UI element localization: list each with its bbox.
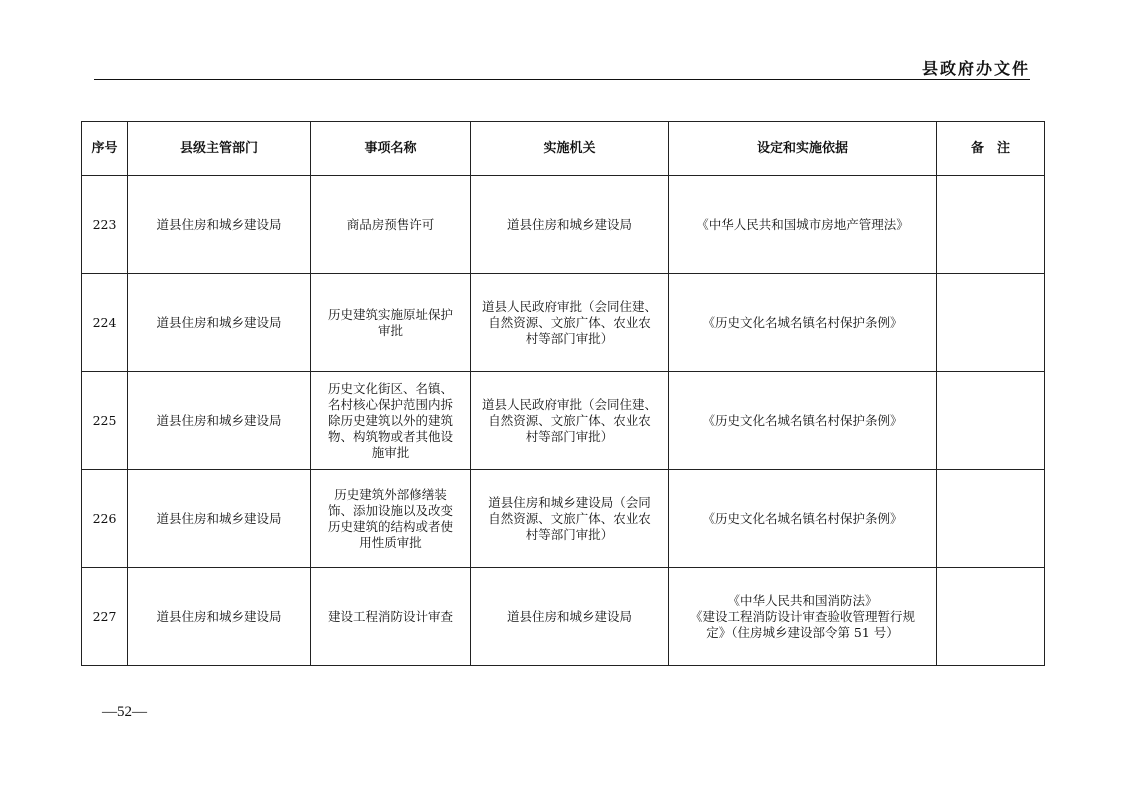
row-department: 道县住房和城乡建设局 — [128, 274, 311, 372]
row-basis: 《历史文化名城名镇名村保护条例》 — [669, 274, 937, 372]
row-agency: 道县住房和城乡建设局（会同 自然资源、文旅广体、农业农 村等部门审批） — [471, 470, 669, 568]
column-header-department: 县级主管部门 — [128, 122, 311, 176]
column-header-no: 序号 — [82, 122, 128, 176]
row-department: 道县住房和城乡建设局 — [128, 470, 311, 568]
page-number: —52— — [102, 704, 147, 720]
header-divider — [94, 79, 1030, 80]
row-number: 224 — [82, 274, 128, 372]
table-header-row — [82, 122, 1045, 176]
table-row — [82, 470, 1045, 568]
row-note — [937, 470, 1045, 568]
row-item-name: 历史建筑外部修缮装 饰、添加设施以及改变 历史建筑的结构或者使 用性质审批 — [311, 470, 471, 568]
row-department: 道县住房和城乡建设局 — [128, 176, 311, 274]
row-number: 226 — [82, 470, 128, 568]
row-agency: 道县人民政府审批（会同住建、 自然资源、文旅广体、农业农 村等部门审批） — [471, 274, 669, 372]
table-row — [82, 274, 1045, 372]
row-note — [937, 568, 1045, 666]
row-basis: 《历史文化名城名镇名村保护条例》 — [669, 372, 937, 470]
row-item-name: 商品房预售许可 — [311, 176, 471, 274]
row-department: 道县住房和城乡建设局 — [128, 372, 311, 470]
row-item-name: 历史文化街区、名镇、 名村核心保护范围内拆 除历史建筑以外的建筑 物、构筑物或者其他设 施审批 — [311, 372, 471, 470]
row-number: 227 — [82, 568, 128, 666]
row-basis: 《中华人民共和国城市房地产管理法》 — [669, 176, 937, 274]
row-number: 225 — [82, 372, 128, 470]
row-basis: 《历史文化名城名镇名村保护条例》 — [669, 470, 937, 568]
approval-items-table — [81, 121, 1045, 666]
column-header-agency: 实施机关 — [471, 122, 669, 176]
row-note — [937, 274, 1045, 372]
row-agency: 道县人民政府审批（会同住建、 自然资源、文旅广体、农业农 村等部门审批） — [471, 372, 669, 470]
table-row — [82, 568, 1045, 666]
row-note — [937, 372, 1045, 470]
row-department: 道县住房和城乡建设局 — [128, 568, 311, 666]
row-note — [937, 176, 1045, 274]
document-header-title: 县政府办文件 — [921, 59, 1030, 78]
row-agency: 道县住房和城乡建设局 — [471, 568, 669, 666]
table-row — [82, 176, 1045, 274]
column-header-note: 备 注 — [937, 122, 1045, 176]
row-item-name: 建设工程消防设计审查 — [311, 568, 471, 666]
row-basis: 《中华人民共和国消防法》 《建设工程消防设计审查验收管理暂行规 定》（住房城乡建设部令第 51 号） — [669, 568, 937, 666]
row-item-name: 历史建筑实施原址保护 审批 — [311, 274, 471, 372]
table-row — [82, 372, 1045, 470]
row-number: 223 — [82, 176, 128, 274]
column-header-basis: 设定和实施依据 — [669, 122, 937, 176]
column-header-item: 事项名称 — [311, 122, 471, 176]
row-agency: 道县住房和城乡建设局 — [471, 176, 669, 274]
